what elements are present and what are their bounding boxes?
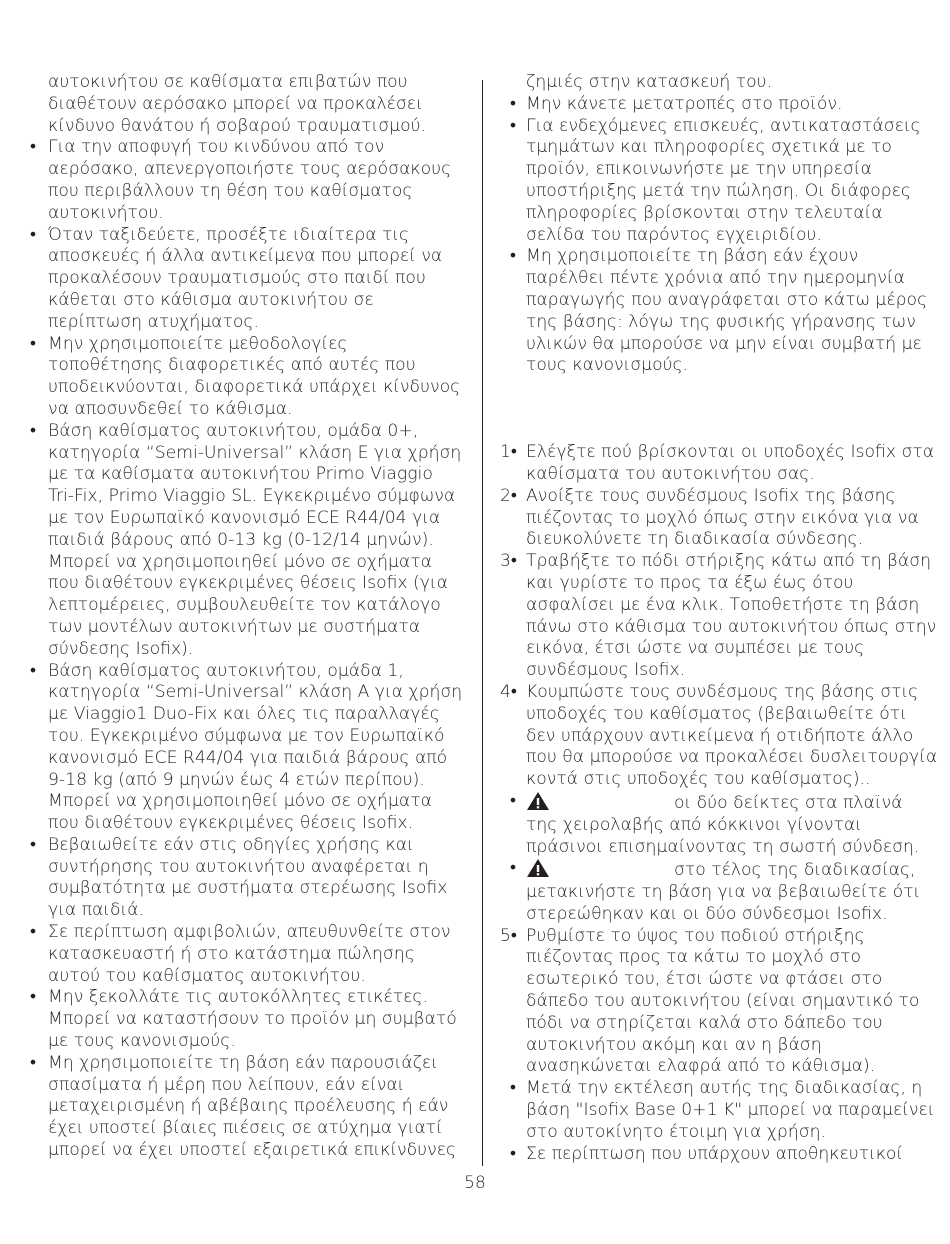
right-column xyxy=(500,72,938,1165)
list-item: • Όταν ταξιδεύετε, προσέξτε ιδιαίτερα τις αποσκευές ή άλλα αντικείμενα που μπορεί να προκαλέσουν τραυματισμούς στο παιδί που κάθεται στο κάθισμα αυτοκινήτου σε περίπτωση ατυχήματος. xyxy=(26,225,464,334)
step-text: Τραβήξτε το πόδι στήριξης κάτω από τη βάση και γυρίστε το προς τα έξω έως ότου ασφαλίσει με ένα κλικ. Τοποθετήστε τη βάση πάνω στο κάθισμα του αυτοκινήτου όπως στην εικόνα, έτσι ώστε να συμπέσει με τους συνδέσμους Isofix. xyxy=(526,551,937,681)
step-text: Ελέγξτε πού βρίσκονται οι υποδοχές Isofix στα καθίσματα του αυτοκινήτου σας. xyxy=(526,442,935,484)
column-divider xyxy=(482,80,483,1166)
step-item xyxy=(500,926,938,1079)
step-number: 5• xyxy=(500,925,517,946)
list-item: • Βεβαιωθείτε εάν στις οδηγίες χρήσης και συντήρησης του αυτοκινήτου αναφέρεται η συμβατότητα με συστήματα στερέωσης Isofix για παιδιά. xyxy=(26,835,464,922)
list-item: • Μην ξεκολλάτε τις αυτοκόλλητες ετικέτες. Μπορεί να καταστήσουν το προϊόν μη συμβατό με τους κανονισμούς. xyxy=(26,987,464,1052)
step-text: Κουμπώστε τους συνδέσμους της βάσης στις υποδοχές του καθίσματος (βεβαιωθείτε ότι δεν υπάρχουν αντικείμενα ή οτιδήποτε άλλο που θα μπορούσε να προκαλέσει δυσλειτουργία κοντά στις υποδοχές του καθίσματος).. xyxy=(526,681,938,790)
step-item xyxy=(500,442,938,486)
list-item: • Βάση καθίσματος αυτοκινήτου, ομάδα 1, κατηγορία “Semi-Universal” κλάση A για χρήση με Viaggio1 Duo-Fix και όλες τις παραλλαγές του. Εγκεκριμένο σύμφωνα με τον Ευρωπαϊκό κανονισμό ECE R44/04 για παιδιά βάρους από 9-18 kg (από 9 μηνών έως 4 ετών περίπου). Μπορεί να χρησιμοποιηθεί μόνο σε οχήματα που διαθέτουν εγκεκριμένες θέσεις Isofix. xyxy=(26,661,464,835)
step-sub-item: • Σε περίπτωση που υπάρχουν αποθηκευτικοί xyxy=(500,1144,938,1166)
list-item: • Μη χρησιμοποιείτε τη βάση εάν παρουσιάζει σπασίματα ή μέρη που λείπουν, εάν είναι μεταχειρισμένη ή αβέβαιης προέλευσης ή εάν έχει υποστεί βίαιες πιέσεις σε ατύχημα γιατί μπορεί να έχει υποστεί εξαιρετικά επικίνδυνες xyxy=(26,1053,464,1162)
list-item: • Μην χρησιμοποιείτε μεθοδολογίες τοποθέτησης διαφορετικές από αυτές που υποδεικνύονται, διαφορετικά υπάρχει κίνδυνος να αποσυνδεθεί το κάθισμα. xyxy=(26,334,464,421)
left-column xyxy=(26,72,464,1162)
sub-item-text: στο τέλος της διαδικασίας, μετακινήστε τη βάση για να βεβαιωθείτε ότι στερεώθηκαν και οι δύο σύνδεσμοι Isofix. xyxy=(526,860,921,924)
step-number: 2• xyxy=(500,485,517,506)
step-sub-item xyxy=(500,791,938,858)
step-sub-item xyxy=(500,858,938,925)
step-item xyxy=(500,682,938,791)
list-item: • Βάση καθίσματος αυτοκινήτου, ομάδα 0+, κατηγορία “Semi-Universal” κλάση E για χρήση με τα καθίσματα αυτοκινήτου Primo Viaggio Tri-Fix, Primo Viaggio SL. Εγκεκριμένο σύμφωνα με τον Ευρωπαϊκό κανονισμό ECE R44/04 για παιδιά βάρους από 0-13 kg (0-12/14 μηνών). Μπορεί να χρησιμοποιηθεί μόνο σε οχήματα που διαθέτουν εγκεκριμένες θέσεις Isofix (για λεπτομέρειες, συμβουλευθείτε τον κατάλογο των μοντέλων αυτοκινήτων με συστήματα σύνδεσης Isofix). xyxy=(26,421,464,661)
warnings-list xyxy=(26,137,464,1161)
installation-steps-continued xyxy=(500,926,938,1079)
step-text: Ανοίξτε τους συνδέσμους Isofix της βάσης πιέζοντας το μοχλό όπως στην εικόνα για να διευκολύνετε τη διαδικασία σύνδεσης. xyxy=(526,485,919,550)
step-sub-item: • Μετά την εκτέλεση αυτής της διαδικασίας, η βάση "Isofix Base 0+1 K" μπορεί να παραμείνει στο αυτοκίνητο έτοιμη για χρήση. xyxy=(500,1078,938,1143)
warnings-list xyxy=(500,94,938,377)
warning-icon xyxy=(526,791,550,811)
list-item: • Μη χρησιμοποιείτε τη βάση εάν έχουν παρέλθει πέντε χρόνια από την ημερομηνία παραγωγής που αναγράφεται στο κάτω μέρος της βάσης: λόγω της φυσικής γήρανσης των υλικών θα μπορούσε να μην είναι συμβατή με τους κανονισμούς. xyxy=(500,246,938,377)
sub-item-text: οι δύο δείκτες στα πλαϊνά της χειρολαβής από κόκκινοι γίνονται πράσινοι επισημαίνοντας τη σωστή σύνδεση. xyxy=(526,792,920,857)
step-item xyxy=(500,551,938,682)
list-item: • Μην κάνετε μετατροπές στο προϊόν. xyxy=(500,94,938,116)
step-number: 4• xyxy=(500,681,517,702)
continued-text: ζημιές στην κατασκευή του. xyxy=(526,72,773,92)
list-item: • Για την αποφυγή του κινδύνου από τον αερόσακο, απενεργοποιήστε τους αερόσακους που περιβάλλουν τη θέση του καθίσματος αυτοκινήτου. xyxy=(26,137,464,224)
step-item xyxy=(500,486,938,551)
list-item: • Για ενδεχόμενες επισκευές, αντικαταστάσεις τμημάτων και πληροφορίες σχετικά με το προϊόν, επικοινωνήστε με την υπηρεσία υποστήριξης μετά την πώληση. Οι διάφορες πληροφορίες βρίσκονται στην τελευταία σελίδα του παρόντος εγχειριδίου. xyxy=(500,116,938,247)
warning-icon xyxy=(526,858,550,878)
list-item: • Σε περίπτωση αμφιβολιών, απευθυνθείτε στον κατασκευαστή ή στο κατάστημα πώλησης αυτού του καθίσματος αυτοκινήτου. xyxy=(26,922,464,987)
installation-steps xyxy=(500,442,938,791)
page-number: 58 xyxy=(464,1173,486,1193)
continued-text: αυτοκινήτου σε καθίσματα επιβατών που διαθέτουν αερόσακο μπορεί να προκαλέσει κίνδυνο θανάτου ή σοβαρού τραυματισμού. xyxy=(48,72,426,136)
step-number: 3• xyxy=(500,551,517,572)
step-text: Ρυθμίστε το ύψος του ποδιού στήριξης πιέζοντας προς τα κάτω το μοχλό στο εσωτερικό του, έτσι ώστε να φτάσει στο δάπεδο του αυτοκινήτου (είναι σημαντικό το πόδι να στηρίζεται καλά στο δάπεδο του αυτοκινήτου ακόμη και αν η βάση ανασηκώνεται ελαφρά από το κάθισμα). xyxy=(526,925,920,1077)
step-number: 1• xyxy=(500,442,517,463)
